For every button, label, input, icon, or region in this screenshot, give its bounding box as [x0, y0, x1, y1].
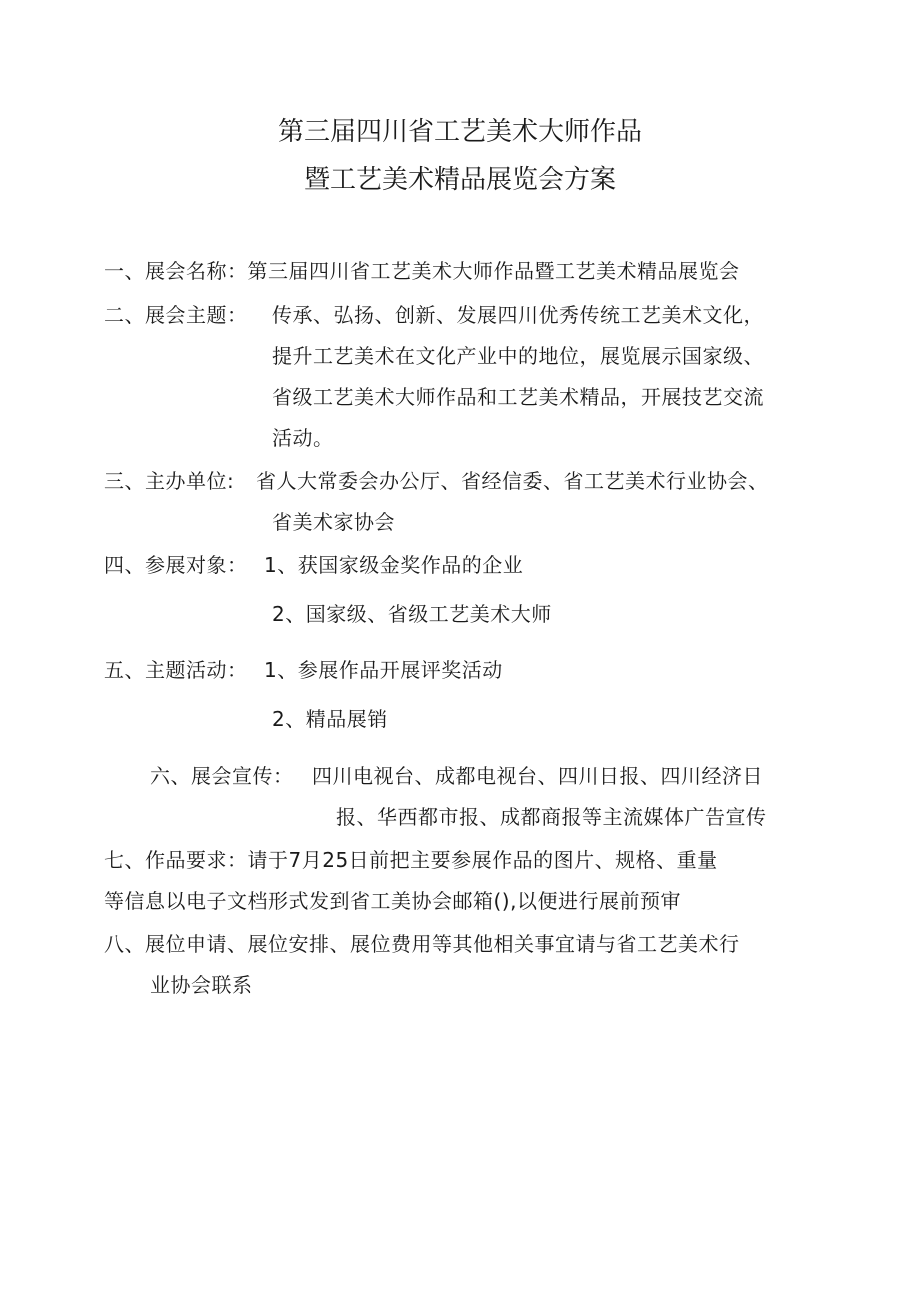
section-3-line: 省美术家协会 [272, 510, 395, 534]
section-7-line: 七、作品要求：请于7月25日前把主要参展作品的图片、规格、重量 [104, 848, 718, 872]
section-7-line: 等信息以电子文档形式发到省工美协会邮箱(),以便进行展前预审 [104, 889, 681, 913]
section-1-label: 一、展会名称： [104, 259, 248, 283]
section-5-item: 2、精品展销 [272, 707, 388, 731]
section-5-item: 1、参展作品开展评奖活动 [264, 658, 503, 682]
section-3-line: 省人大常委会办公厅、省经信委、省工艺美术行业协会、 [256, 469, 769, 493]
section-8-line: 八、展位申请、展位安排、展位费用等其他相关事宜请与省工艺美术行 [104, 932, 740, 956]
section-1 [104, 257, 740, 285]
section-2-line: 省级工艺美术大师作品和工艺美术精品，开展技艺交流 [272, 385, 764, 409]
section-4-item: 2、国家级、省级工艺美术大师 [272, 602, 552, 626]
section-2-line: 提升工艺美术在文化产业中的地位，展览展示国家级、 [272, 344, 764, 368]
section-5-label: 五、主题活动： [104, 658, 248, 682]
section-6-label: 六、展会宣传： [150, 764, 294, 788]
section-2-label: 二、展会主题： [104, 303, 248, 327]
section-1-text: 第三届四川省工艺美术大师作品暨工艺美术精品展览会 [247, 259, 740, 283]
section-6-line: 报、华西都市报、成都商报等主流媒体广告宣传 [336, 805, 767, 829]
document-title-line-2: 暨工艺美术精品展览会方案 [303, 165, 616, 195]
document-title-line-1: 第三届四川省工艺美术大师作品 [277, 117, 642, 147]
section-2-line: 传承、弘扬、创新、发展四川优秀传统工艺美术文化， [272, 303, 764, 327]
section-2-line: 活动。 [272, 426, 334, 450]
section-4-label: 四、参展对象： [104, 553, 248, 577]
section-4-item: 1、获国家级金奖作品的企业 [264, 553, 524, 577]
section-3-label: 三、主办单位: [104, 469, 235, 493]
section-8-line: 业协会联系 [150, 973, 253, 997]
section-6-line: 四川电视台、成都电视台、四川日报、四川经济日 [312, 764, 763, 788]
